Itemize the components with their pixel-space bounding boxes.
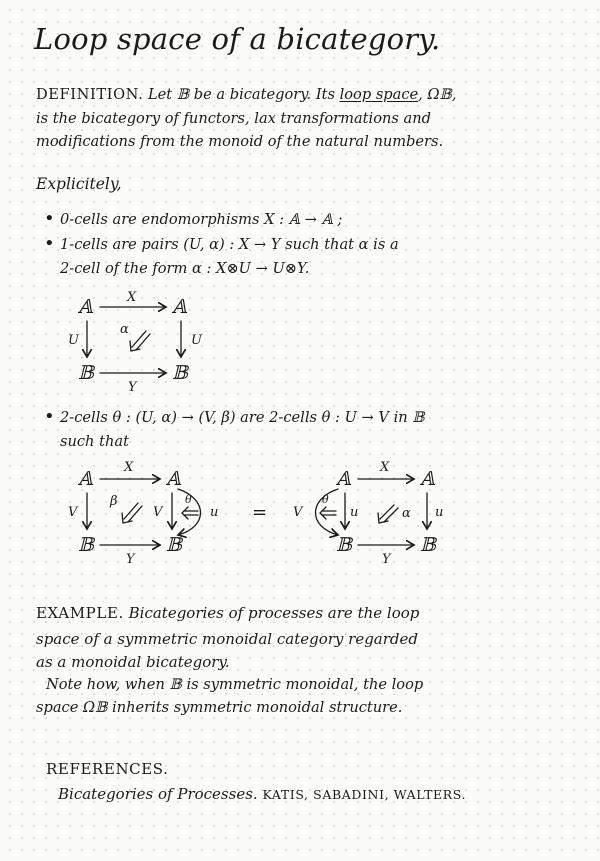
d1-label-U-left: U xyxy=(68,333,79,348)
d1-label-Y: Y xyxy=(128,380,137,395)
equals-sign: = xyxy=(252,502,268,523)
loop-space-term: loop space xyxy=(339,86,419,103)
d2l-A-left: 𝔸 xyxy=(78,468,93,490)
d2r-B-right: 𝔹 xyxy=(420,534,437,556)
definition-text-a: Let xyxy=(147,86,177,103)
d2r-A-right: 𝔸 xyxy=(420,468,435,490)
d2r-double-arrow-alpha xyxy=(378,505,398,523)
d2l-B-left: 𝔹 xyxy=(78,534,95,556)
d2r-label-V: V xyxy=(293,505,303,520)
bullet-1-cells: 1-cells are pairs (U, α) : X → Y such that α is a xyxy=(60,236,399,253)
d2l-label-X: X xyxy=(124,460,134,475)
d2l-label-u: u xyxy=(210,505,219,520)
d2r-A-left: 𝔸 xyxy=(336,468,351,490)
d2r-label-Y: Y xyxy=(382,552,391,567)
d2l-label-theta: θ xyxy=(185,493,192,506)
definition-label: DEFINITION. xyxy=(36,86,144,103)
bullet-dot-2: • xyxy=(44,233,55,254)
definition-line-3: modifications from the monoid of the natural numbers. xyxy=(36,133,444,150)
d1-B-left: 𝔹 xyxy=(78,362,95,384)
example-line-5: space Ω𝔹 inherits symmetric monoidal structure. xyxy=(36,699,403,716)
d2r-double-arrow-theta xyxy=(320,507,336,519)
d2l-double-arrow-beta xyxy=(122,503,142,523)
bullet-2-cells: 2-cells θ : (U, α) → (V, β) are 2-cells θ : U → V in 𝔹 xyxy=(60,409,425,426)
bullet-dot-3: • xyxy=(44,406,55,427)
d1-label-alpha: α xyxy=(120,322,129,337)
d1-A-left: 𝔸 xyxy=(78,296,93,318)
example-text-1: Bicategories of processes are the loop xyxy=(123,604,420,622)
diagram-1-cell xyxy=(60,285,240,395)
d2r-label-alpha: α xyxy=(402,506,411,521)
explicitly-heading: Explicitely, xyxy=(36,175,122,193)
d2l-label-V-left: V xyxy=(68,505,78,520)
page-title: Loop space of a bicategory. xyxy=(34,22,441,56)
bullet-dot-1: • xyxy=(44,208,55,229)
example-line-2: space of a symmetric monoidal category regarded xyxy=(36,630,419,648)
d2r-B-left: 𝔹 xyxy=(336,534,353,556)
d2r-label-u-right: u xyxy=(435,505,444,520)
d1-B-right: 𝔹 xyxy=(172,362,189,384)
example-line-3: as a monoidal bicategory. xyxy=(36,653,230,671)
reference-work: Bicategories of Processes. xyxy=(58,785,258,803)
d2l-label-beta: β xyxy=(110,494,118,509)
d1-double-arrow xyxy=(130,331,150,351)
d1-label-X: X xyxy=(127,290,137,305)
d2l-label-Y: Y xyxy=(126,552,135,567)
d2r-label-theta: θ xyxy=(322,493,329,506)
reference-authors: KATIS, SABADINI, WALTERS. xyxy=(262,787,467,802)
d2l-double-arrow-theta xyxy=(182,507,198,519)
definition-line-2: is the bicategory of functors, lax transformations and xyxy=(36,110,431,127)
title-underline xyxy=(30,60,390,66)
definition-text-b: be a bicategory. Its xyxy=(189,86,340,103)
example-line-1 xyxy=(36,604,419,622)
bullet-1-cells-cont: 2-cell of the form α : X⊗U → U⊗Y. xyxy=(60,260,310,277)
example-line-4: Note how, when 𝔹 is symmetric monoidal, the loop xyxy=(46,676,424,693)
example-label: EXAMPLE. xyxy=(36,604,124,622)
d1-label-U-right: U xyxy=(191,333,202,348)
d1-A-right: 𝔸 xyxy=(172,296,187,318)
references-label: REFERENCES. xyxy=(46,760,169,778)
bullet-0-cells: 0-cells are endomorphisms X : 𝔸 → 𝔸 ; xyxy=(60,211,343,228)
definition-text-c: , Ω𝔹, xyxy=(418,86,457,103)
d2r-label-u-left: u xyxy=(350,505,359,520)
d2r-label-X: X xyxy=(380,460,390,475)
reference-entry xyxy=(58,785,466,803)
d2l-label-V-right: V xyxy=(153,505,163,520)
bicategory-symbol: 𝔹 xyxy=(176,86,190,103)
diagram-2-cell-equation xyxy=(50,455,510,570)
definition-line-1 xyxy=(36,86,457,103)
d2l-A-right: 𝔸 xyxy=(166,468,181,490)
d2l-B-right: 𝔹 xyxy=(166,534,183,556)
bullet-2-cells-cont: such that xyxy=(60,433,129,450)
